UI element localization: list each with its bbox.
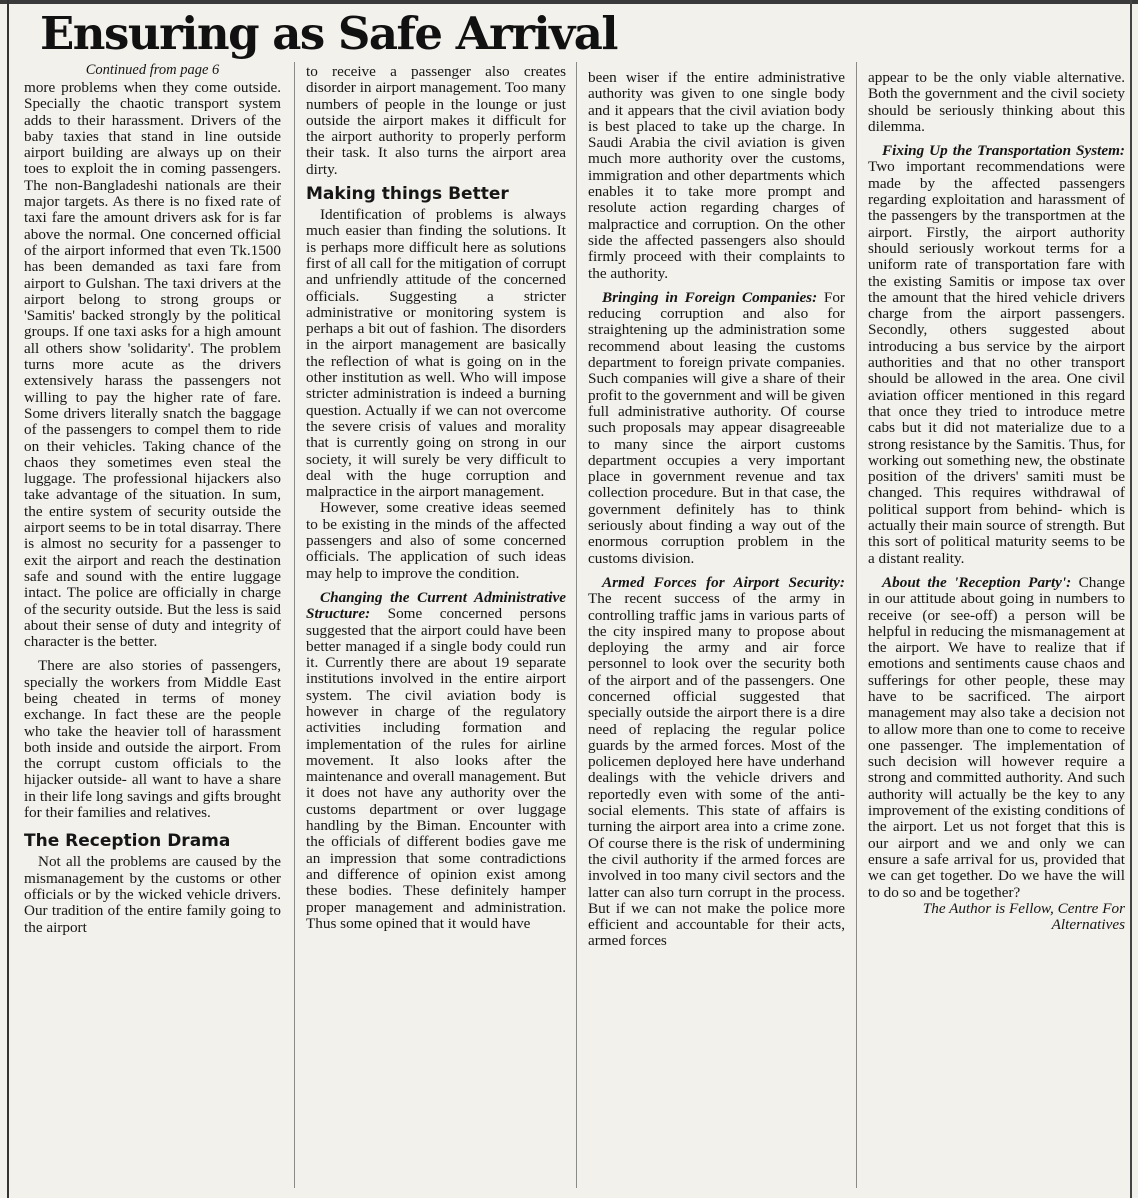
column-2 [306, 64, 566, 1190]
paragraph-body: For reducing corruption and also for straightening up the administration some recommend about leasing the customs department to foreign private companies. Such companies will give a share of their profit to the government and will be given full administrative authority. Of course such proposals may appear disagreeable to many since the airport customs department occupies a very important place in government revenue and tax collection procedure. But in that case, the government definitely has to think seriously about finding a way out of the enormous corruption problem in the customs division. [588, 288, 845, 567]
column-divider [856, 62, 857, 1188]
paragraph: Not all the problems are caused by the mismanagement by the customs or other officials or by the wicked vehicle drivers. Our tradition of the entire family going to the airport [24, 853, 281, 936]
author-credit: The Author is Fellow, Centre For Alternatives [922, 899, 1125, 934]
paragraph: Identification of problems is always much easier than finding the solutions. It is perhaps more difficult here as solutions first of all call for the mitigation of corrupt and unfriendly attitude of the concerned officials. Suggesting a stricter administrative or monitoring system is perhaps a bit out of fashion. The disorders in the airport management are basically the reflection of what is going on in the other institution as well. Who will impose stricter administration is indeed a burning question. Actually if we can not overcome the severe crisis of values and morality that is currently going on strong in our society, it will surely be very difficult to deal with the huge corruption and malpractice in the airport management. [306, 206, 566, 501]
column-divider [294, 62, 295, 1188]
paragraph-body: Some concerned persons suggested that the airport could have been better managed if a single body could run it. Currently there are about 19 separate institutions involved in the entire airport system. The civil aviation body is however in charge of the regulatory activities including formation and implementation of the rules for airline movement. It also looks after the maintenance and overall management. But it does not have any authority over the customs department or over luggage handling by the Biman. Encounter with the officials of different bodies gave me an impression that some contradictions and difference of opinion exist among these bodies. These definitely hamper proper management and administration. Thus some opined that it would have [306, 605, 566, 932]
section-heading: The Reception Drama [24, 831, 231, 852]
paragraph: to receive a passenger also creates disorder in airport management. Too many numbers of people in the lounge or just outside the airport makes it difficult for the airport authority to properly perform their task. It also turns the airport area dirty. [306, 64, 566, 178]
headline: Ensuring as Safe Arrival [40, 7, 618, 60]
paragraph [306, 590, 566, 932]
paragraph [868, 143, 1125, 567]
paragraph [868, 575, 1125, 901]
paragraph-lead: Fixing Up the Transportation System: [882, 142, 1125, 160]
paragraph-lead: Bringing in Foreign Companies: [602, 288, 818, 306]
paragraph-lead: Armed Forces for Airport Security: [602, 573, 845, 591]
column-3 [588, 70, 845, 1196]
paragraph: There are also stories of passengers, specially the workers from Middle East being cheated in terms of money exchange. In fact these are the people who take the heavier toll of harassment both inside and outside the airport. From the corrupt custom officials to the hijacker outside- all want to have a share in their life long savings and gifts brought for their families and relatives. [24, 657, 281, 822]
section-heading: Making things Better [306, 184, 509, 205]
top-rule [0, 0, 1138, 4]
paragraph-body: Two important recommendations were made by the affected passengers regarding exploitation and harassment of the passengers by the transportmen at the airport. Firstly, the airport authority should seriously workout terms for a uniform rate of transportation fare with the existing Samitis or impose tax over the amount that the hired vehicle drivers charge from the airport passengers. Secondly, others suggested about introducing a bus service by the airport authorities and that no other transport should be allowed in the area. One civil aviation officer mentioned in this regard that once they tried to introduce metre cabs but it did not materialize due to a strong resistance by the Samitis. Thus, for working out something new, the obstinate position of the drivers' samiti must be changed. This requires withdrawal of political support from behind- which is actually their main source of strength. But this sort of political maturity seems to be a distant reality. [868, 158, 1125, 567]
right-border-rule [1130, 0, 1132, 1198]
column-4 [868, 70, 1125, 1196]
paragraph: more problems when they come outside. Specially the chaotic transport system adds to their harassment. Drivers of the baby taxies that stand in line outside airport building are always up on their toes to exploit the in coming passengers. The non-Bangladeshi nationals are their major targets. As there is no fixed rate of taxi fare the amount drivers ask for is far above the normal. One concerned official of the airport informed that even Tk.1500 has been demanded as taxi fare from airport to Gulshan. The taxi drivers at the airport belong to strong groups or 'Samitis' backed strongly by the political groups. If one taxi asks for a high amount all others show 'solidarity'. The problem turns more acute as the drivers extensively harass the passengers not willing to pay the higher rate of fare. Some drivers literally snatch the baggage of the passengers to compel them to ride on their vehicles. Taking chance of the chaos they sometimes even steal the luggage. The professional hijackers also take advantage of the situation. In sum, the entire system of security outside the airport seems to be in total disarray. There is almost no security for a passenger to exit the airport and reach the destination safe and sound with the entire luggage intact. The police are officially in charge of the security outside. But the less is said about their sense of duty and integrity of character is the better. [24, 79, 281, 651]
continued-note: Continued from page 6 [85, 62, 220, 78]
paragraph-lead: About the 'Reception Party': [882, 573, 1072, 591]
paragraph: appear to be the only viable alternative. Both the government and the civil society should be seriously thinking about this dilemma. [868, 70, 1125, 135]
paragraph-lead: Changing the Current Administrative Structure: [306, 588, 566, 623]
paragraph: been wiser if the entire administrative authority was given to one single body and it appears that the civil aviation body is best placed to take up the charge. In Saudi Arabia the civil aviation is given much more authority over the customs, immigration and other departments which enables it to take more prompt and resolute action regarding charges of malpractice and corruption. On the other side the affected passengers also should firmly proceed with their complaints to the authority. [588, 70, 845, 282]
column-divider [576, 62, 577, 1188]
paragraph: However, some creative ideas seemed to be existing in the minds of the affected passengers and also of some concerned officials. The application of such ideas may help to improve the condition. [306, 499, 566, 582]
paragraph [588, 575, 845, 950]
paragraph [588, 290, 845, 567]
paragraph-body: Change in our attitude about going in numbers to receive (or see-off) a person will be helpful in reducing the mismanagement at the airport. We have to realize that if emotions and sentiments cause chaos and sufferings for other people, these may have to be sacrificed. The airport management may also take a decision not to allow more than one to come to receive one passenger. The implementation of such decision will however require a strong and committed authority. And such authority will actually be the key to any improvement of the existing conditions of the airport. Let us not forget that this is our airport and we and only we can ensure a safe arrival for us, provided that we can get together. Do we have the will to do so and be together? [868, 573, 1125, 901]
left-border-rule [7, 0, 9, 1198]
column-1 [24, 62, 281, 1188]
paragraph-body: The recent success of the army in controlling traffic jams in various parts of the city inspired many to propose about deploying the army and air force personnel to look over the security both of the airport and of the passengers. One concerned official suggested that specially outside the airport there is a dire need of replacing the regular police guards by the armed forces. Most of the policemen deployed here have underhand dealings with the vehicle drivers and reportedly even with some of the anti-social elements. This state of affairs is turning the airport area into a crime zone. Of course there is the risk of undermining the civil authority if the armed forces are involved in too many civil sectors and the latter can also turn corrupt in the process. But if we can not make the police more efficient and accountable for their acts, armed forces [588, 590, 845, 950]
